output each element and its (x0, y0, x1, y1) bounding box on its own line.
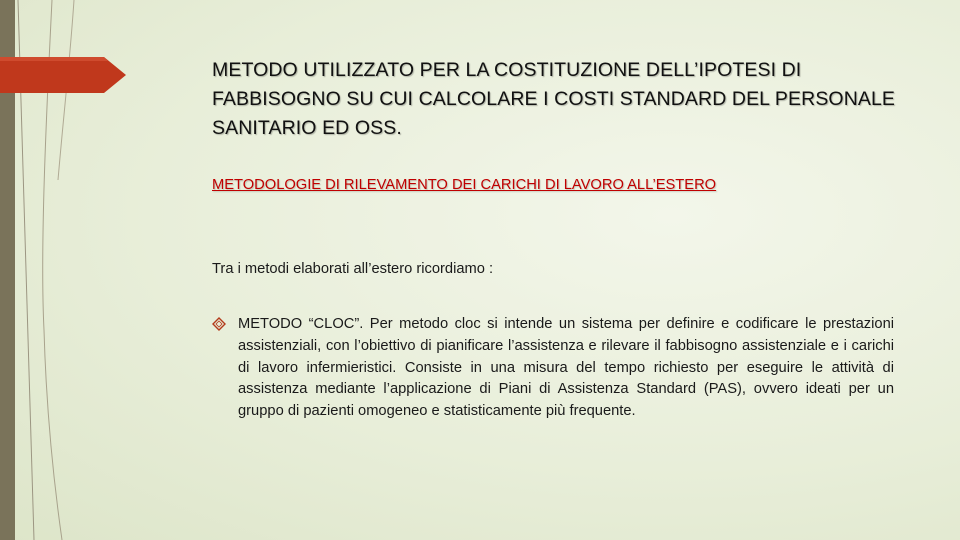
slide-title: METODO UTILIZZATO PER LA COSTITUZIONE DELL’IPOTESI DI FABBISOGNO SU CUI CALCOLARE I COSTI STANDARD DEL PERSONALE SANITARIO ED OSS. (212, 59, 896, 139)
bullet-item (212, 314, 894, 423)
bullet-text: METODO “CLOC”. Per metodo cloc si intende un sistema per definire e codificare le prestazioni assistenziali, con l’obiettivo di pianificare l’assistenza e rilevare il fabbisogno assistenziale e i carichi di lavoro infermieristici. Consiste in una misura del tempo richiesto per eseguire le attività di assistenza mediante l’applicazione di Piani di Assistenza Standard (PAS), ovvero ideati per un gruppo di pazienti omogeneo e statisticamente più frequente. (238, 316, 894, 420)
intro-text: Tra i metodi elaborati all’estero ricordiamo : (212, 261, 494, 277)
diamond-outline-icon (212, 317, 226, 331)
slide-subtitle: METODOLOGIE DI RILEVAMENTO DEI CARICHI DI LAVORO ALL’ESTERO (212, 177, 717, 193)
title-accent-arrow (0, 53, 127, 97)
